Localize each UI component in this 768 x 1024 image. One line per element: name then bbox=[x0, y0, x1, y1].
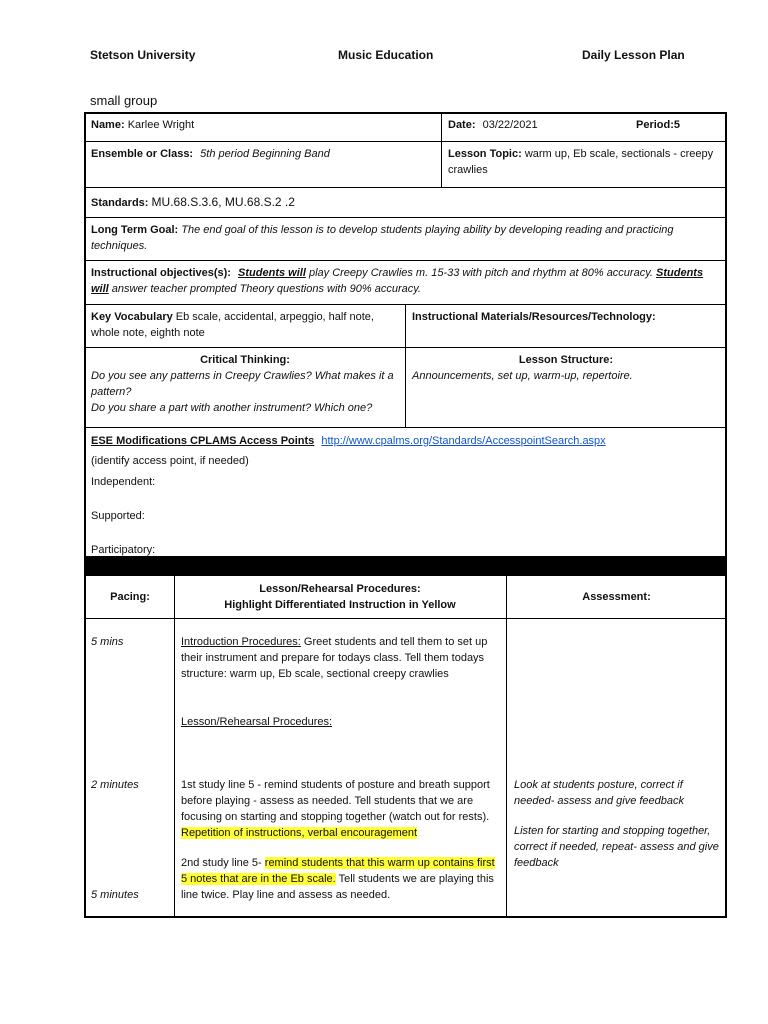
topic-cell bbox=[441, 141, 727, 188]
long-term-goal-value: The end goal of this lesson is to develop students playing ability by developing reading and practicing techniques. bbox=[91, 224, 674, 252]
period-label: Period: bbox=[636, 119, 674, 131]
topic-label: Lesson Topic: bbox=[448, 148, 522, 160]
students-will-1: Students will bbox=[238, 267, 306, 279]
students-will-2: Students will bbox=[91, 267, 704, 295]
cpalms-link[interactable]: http://www.cpalms.org/Standards/AccesspointSearch.aspx bbox=[321, 435, 606, 447]
step-2-text: Tell students we are playing this line twice. Play line and assess as needed. bbox=[181, 873, 494, 901]
critical-question-2: Do you share a part with another instrument? Which one? bbox=[91, 402, 373, 414]
ese-note: (identify access point, if needed) bbox=[91, 455, 249, 467]
subtitle: small group bbox=[90, 93, 158, 108]
objectives-label: Instructional objectives(s): bbox=[91, 267, 231, 279]
vocabulary-label: Key Vocabulary bbox=[91, 311, 173, 323]
assessment-header: Assessment: bbox=[582, 591, 651, 603]
materials-label: Instructional Materials/Resources/Technology: bbox=[412, 311, 656, 323]
standards-cell bbox=[84, 187, 727, 218]
assessment-2: Listen for starting and stopping together, correct if needed, repeat- assess and give feedback bbox=[514, 825, 719, 869]
step-2-prefix: 2nd study line 5- bbox=[181, 857, 265, 869]
supported-label: Supported: bbox=[91, 510, 145, 522]
name-value: Karlee Wright bbox=[127, 119, 195, 131]
standards-value: MU.68.S.3.6, MU.68.S.2 .2 bbox=[151, 195, 295, 209]
standards-label: Standards: bbox=[91, 197, 149, 209]
lesson-structure-value: Announcements, set up, warm-up, repertoire. bbox=[412, 370, 633, 382]
section-divider-bar bbox=[84, 557, 727, 575]
vocabulary-cell bbox=[84, 304, 406, 348]
ese-label: ESE Modifications CPLAMS Access Points bbox=[91, 435, 315, 447]
lesson-structure-cell bbox=[405, 347, 727, 428]
step-1-text: 1st study line 5 - remind students of posture and breath support before playing - assess as needed. Tell students that we are focusing on starting and stopping together (watch out for rests). bbox=[181, 779, 490, 823]
long-term-goal-cell bbox=[84, 217, 727, 261]
objective-2: answer teacher prompted Theory questions with 90% accuracy. bbox=[111, 283, 421, 295]
critical-question-1: Do you see any patterns in Creepy Crawlies? What makes it a pattern? bbox=[91, 370, 394, 398]
vocabulary-value: Eb scale, accidental, arpeggio, half note, whole note, eighth note bbox=[91, 311, 374, 339]
intro-text: Greet students and tell them to set up their instrument and prepare for todays class. Tell them todays structure: warm up, Eb scale, sectional creepy crawlies bbox=[181, 636, 488, 680]
objectives-cell bbox=[84, 260, 727, 305]
name-label: Name: bbox=[91, 119, 125, 131]
topic-value: warm up, Eb scale, sectionals - creepy crawlies bbox=[448, 148, 714, 176]
name-cell bbox=[84, 112, 442, 142]
date-label: Date: bbox=[448, 119, 476, 131]
period-value: 5 bbox=[673, 119, 681, 131]
period-group bbox=[636, 117, 680, 133]
lesson-header-line-2: Highlight Differentiated Instruction in Yellow bbox=[224, 599, 456, 611]
doc-type: Daily Lesson Plan bbox=[582, 48, 685, 62]
date-value: 03/22/2021 bbox=[482, 119, 538, 131]
pacing-header: Pacing: bbox=[110, 591, 150, 603]
step-1-highlight: Repetition of instructions, verbal encouragement bbox=[181, 827, 418, 839]
ese-modifications-cell bbox=[84, 427, 727, 558]
ensemble-label: Ensemble or Class: bbox=[91, 148, 194, 160]
long-term-goal-label: Long Term Goal: bbox=[91, 224, 179, 236]
pacing-column bbox=[86, 576, 175, 916]
ensemble-value: 5th period Beginning Band bbox=[200, 148, 330, 160]
university-name: Stetson University bbox=[90, 48, 196, 62]
study-step-1 bbox=[181, 777, 497, 841]
rehearsal-procedures-label: Lesson/Rehearsal Procedures: bbox=[181, 716, 333, 728]
step-2-highlight: remind students that this warm up contains first 5 notes that are in the Eb scale. bbox=[181, 857, 495, 885]
participatory-label: Participatory: bbox=[91, 544, 156, 556]
pace-step-1: 2 minutes bbox=[91, 779, 139, 791]
study-step-2 bbox=[181, 855, 497, 903]
lesson-header bbox=[174, 581, 506, 613]
objective-1: play Creepy Crawlies m. 15-33 with pitch and rhythm at 80% accuracy. bbox=[308, 267, 653, 279]
department-name: Music Education bbox=[338, 48, 434, 62]
critical-thinking-cell bbox=[84, 347, 406, 428]
materials-cell bbox=[405, 304, 727, 348]
pace-step-2: 5 minutes bbox=[91, 889, 139, 901]
lesson-header-line-1: Lesson/Rehearsal Procedures: bbox=[259, 583, 421, 595]
assessment-1: Look at students posture, correct if needed- assess and give feedback bbox=[514, 779, 685, 807]
ensemble-cell bbox=[84, 141, 442, 188]
lesson-structure-label: Lesson Structure: bbox=[518, 354, 614, 366]
intro-label: Introduction Procedures: bbox=[181, 636, 301, 648]
procedures-table bbox=[84, 574, 727, 918]
pace-intro: 5 mins bbox=[91, 636, 124, 648]
intro-procedures bbox=[181, 634, 497, 682]
critical-thinking-label: Critical Thinking: bbox=[200, 354, 290, 366]
date-cell bbox=[441, 112, 727, 142]
independent-label: Independent: bbox=[91, 476, 156, 488]
